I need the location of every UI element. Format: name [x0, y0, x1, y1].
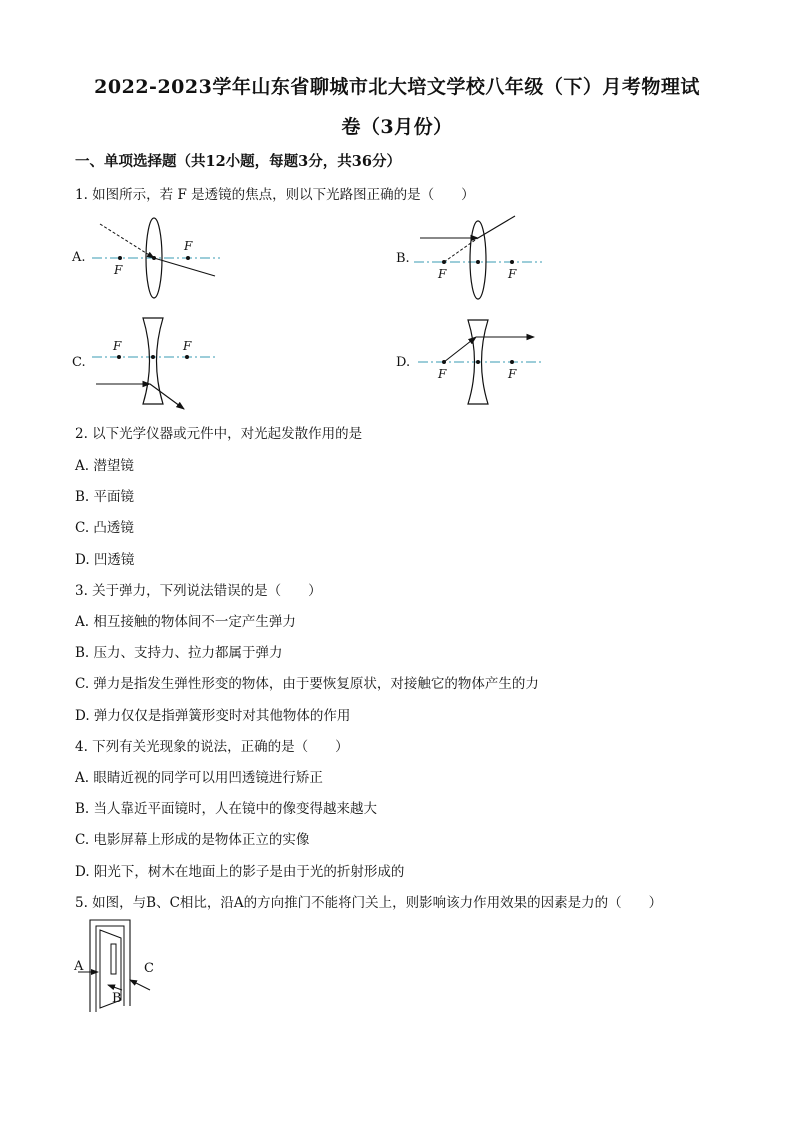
focus-label: F — [113, 339, 122, 353]
focus-label: F — [508, 267, 517, 281]
incident-ray — [444, 337, 476, 362]
q1-diagram-c[interactable] — [92, 318, 218, 409]
q2-stem: 2. 以下光学仪器或元件中，对光起发散作用的是 — [75, 426, 363, 442]
q1-diagram-a[interactable] — [92, 218, 220, 298]
focus-label: F — [438, 367, 447, 381]
door-label-b: B — [112, 991, 122, 1006]
q1-diagram-d[interactable] — [418, 320, 544, 404]
q1-diagram-b[interactable] — [414, 216, 542, 299]
q4-option-b[interactable]: B. 当人靠近平面镜时，人在镜中的像变得越来越大 — [75, 801, 378, 817]
force-arrow-c — [130, 980, 150, 990]
q2-option-d[interactable]: D. 凹透镜 — [75, 552, 135, 568]
q5-stem: 5. 如图，与B、C相比，沿A的方向推门不能将门关上，则影响该力作用效果的因素是力的（ ） — [75, 895, 663, 911]
page-title-line2: 卷（3月份） — [341, 116, 453, 138]
focus-label: F — [183, 339, 192, 353]
q5-door-diagram — [73, 920, 154, 1012]
page-title-line1: 2022-2023学年山东省聊城市北大培文学校八年级（下）月考物理试 — [94, 76, 700, 98]
q3-option-d[interactable]: D. 弹力仅仅是指弹簧形变时对其他物体的作用 — [75, 708, 351, 724]
force-arrow-b — [108, 985, 122, 990]
door-label-c: C — [144, 961, 154, 976]
q2-option-b[interactable]: B. 平面镜 — [75, 489, 135, 505]
refracted-ray — [154, 258, 215, 276]
refracted-ray — [150, 384, 184, 409]
q1-option-c-label[interactable]: C. — [72, 355, 86, 370]
section-heading: 一、单项选择题（共12小题，每题3分，共36分） — [75, 153, 401, 170]
door-label-a: A — [74, 959, 84, 974]
focus-label: F — [438, 267, 447, 281]
q1-stem: 1. 如图所示，若 F 是透镜的焦点，则以下光路图正确的是（ ） — [75, 187, 475, 203]
extension-line — [444, 238, 478, 262]
focus-label: F — [114, 263, 123, 277]
q4-option-d[interactable]: D. 阳光下，树木在地面上的影子是由于光的折射形成的 — [75, 864, 405, 880]
focus-label: F — [508, 367, 517, 381]
q4-option-c[interactable]: C. 电影屏幕上形成的是物体正立的实像 — [75, 832, 310, 848]
q4-option-a[interactable]: A. 眼睛近视的同学可以用凹透镜进行矫正 — [75, 770, 323, 786]
q3-stem: 3. 关于弹力，下列说法错误的是（ ） — [75, 583, 322, 599]
q3-option-a[interactable]: A. 相互接触的物体间不一定产生弹力 — [75, 614, 296, 630]
q3-option-c[interactable]: C. 弹力是指发生弹性形变的物体，由于要恢复原状，对接触它的物体产生的力 — [75, 676, 539, 692]
door-handle — [111, 944, 116, 974]
focus-label: F — [184, 239, 193, 253]
q4-stem: 4. 下列有关光现象的说法，正确的是（ ） — [75, 739, 349, 755]
q1-option-b-label[interactable]: B. — [396, 251, 410, 266]
q2-option-c[interactable]: C. 凸透镜 — [75, 520, 134, 536]
q3-option-b[interactable]: B. 压力、支持力、拉力都属于弹力 — [75, 645, 283, 661]
q1-option-a-label[interactable]: A. — [72, 250, 86, 265]
q2-option-a[interactable]: A. 潜望镜 — [75, 458, 134, 474]
refracted-ray — [478, 216, 515, 238]
q1-option-d-label[interactable]: D. — [396, 355, 411, 370]
